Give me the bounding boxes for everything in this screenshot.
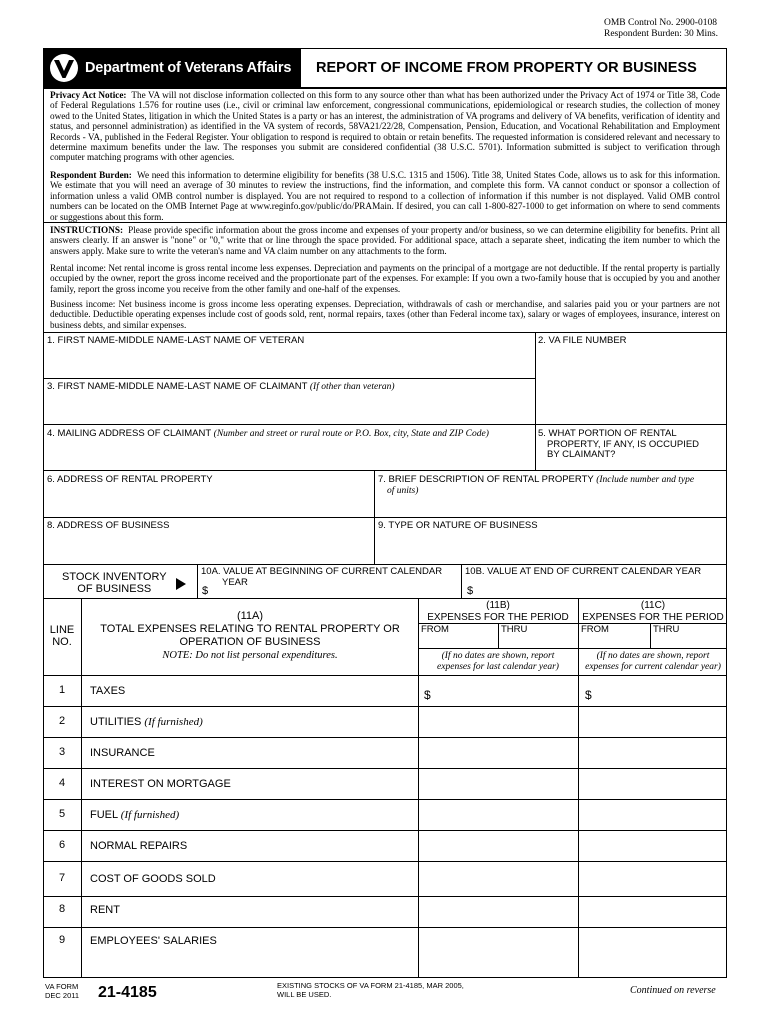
col-11b-amount-field[interactable] bbox=[419, 800, 577, 829]
business-address-label: 8. ADDRESS OF BUSINESS bbox=[47, 520, 170, 531]
col-11b-amount-field[interactable] bbox=[419, 738, 577, 767]
row-number: 2 bbox=[58, 715, 66, 727]
divider bbox=[498, 623, 499, 648]
col-11b-header: (11B) EXPENSES FOR THE PERIOD bbox=[427, 600, 569, 623]
rental-property-address-label: 6. ADDRESS OF RENTAL PROPERTY bbox=[47, 474, 213, 485]
divider bbox=[535, 332, 536, 470]
row-divider bbox=[43, 861, 727, 862]
footer-continued: Continued on reverse bbox=[630, 985, 716, 996]
veteran-name-label: 1. FIRST NAME-MIDDLE NAME-LAST NAME OF VETERAN bbox=[47, 335, 305, 346]
col-11b-amount-field[interactable] bbox=[419, 831, 577, 860]
instructions-text: Please provide specific information about the gross income and expenses of your property and/or business, so we can determine eligibility for benefits. Print all answers clearly. If an answer is "none" or "0," write that or line through the space provided. For additional space, attach a separate sheet, indicating the item number to which the answers apply. Make sure to write the veteran's name and VA claim number on any attachments to the form. bbox=[50, 225, 720, 256]
burden-heading: Respondent Burden: bbox=[50, 170, 132, 180]
arrow-right-icon bbox=[176, 578, 186, 590]
footer-form-number: 21-4185 bbox=[98, 984, 157, 1001]
burden-text: We need this information to determine eligibility for benefits (38 U.S.C. 1315 and 1506). Title 38, United States Code, allows us to ask for this information. We estimate that you will need an average of 30 minutes to review the instructions, find the information, and complete this form. VA cannot conduct or sponsor a collection of information unless a valid OMB control number is displayed. You are not required to respond to a collection of information if this number is not displayed. Valid OMB control numbers can be located on the OMB Internet Page at www.reginfo.gov/public/do/PRAMain. If desired, you can call 1-800-827-1000 to get information on where to send comments or suggestions about this form. bbox=[50, 170, 720, 222]
col-11c-amount-field[interactable] bbox=[579, 831, 726, 860]
form-title-box bbox=[301, 48, 727, 88]
col-11c-note: (If no dates are shown, report expenses for current calendar year) bbox=[585, 651, 721, 672]
col-11b-amount-field[interactable] bbox=[419, 676, 577, 705]
divider bbox=[461, 564, 462, 598]
col-11b-dollar: $ bbox=[424, 688, 431, 702]
col-11c-amount-field[interactable] bbox=[579, 676, 726, 705]
footer-stocks-note: EXISTING STOCKS OF VA FORM 21-4185, MAR 2005, WILL BE USED. bbox=[277, 981, 464, 999]
col-11c-dollar: $ bbox=[585, 688, 592, 702]
va-file-number-label: 2. VA FILE NUMBER bbox=[538, 335, 627, 346]
row-label: UTILITIES (If furnished) bbox=[90, 716, 203, 728]
row-number: 7 bbox=[58, 872, 66, 884]
col-11b-note: (If no dates are shown, report expenses for last calendar year) bbox=[437, 651, 559, 672]
value-begin-year-field[interactable] bbox=[212, 584, 459, 597]
business-type-field[interactable] bbox=[376, 532, 725, 563]
row-label: INSURANCE bbox=[90, 747, 155, 759]
footer-form-label: VA FORM DEC 2011 bbox=[45, 982, 80, 1000]
col-11b-thru-field[interactable] bbox=[500, 636, 577, 647]
divider bbox=[374, 470, 375, 564]
rental-income-note: Rental income: Net rental income is gross rental income less expenses. Depreciation and payments on the principal of a mortgage are not deductible. If the rental property is partially occupied by the owner, report the gross income received and the proportionate part of the expenses. For example: If you own a two-family house that is occupied by you and another family, report the gross income you receive from the other family and one-half of the expenses. bbox=[50, 263, 720, 294]
divider bbox=[43, 564, 727, 565]
divider bbox=[197, 564, 198, 598]
divider bbox=[43, 424, 727, 425]
privacy-heading: Privacy Act Notice: bbox=[50, 90, 127, 100]
agency-banner bbox=[43, 48, 301, 88]
col-11c-from-field[interactable] bbox=[580, 636, 649, 647]
col-11b-amount-field[interactable] bbox=[419, 769, 577, 798]
col-11c-amount-field[interactable] bbox=[579, 864, 726, 895]
privacy-text: The VA will not disclose information collected on this form to any source other than what has been authorized under the Privacy Act of 1974 or Title 38, Code of Federal Regulations 1.576 for routine uses (i.e., civil or criminal law enforcement, congressional communications, epidemiological or research studies, the collection of money owed to the United States, litigation in which the United States is a party or has an interest, the administration of VA programs and delivery of VA benefits, verification of identity and status, and personnel administration) as identified in the VA system of records, 58VA21/22/28, Compensation, Pension, Education, and Vocational Rehabilitation and Employment Records - VA, published in the Federal Register. Your obligation to respond is required to obtain or retain benefits. The requested information is considered relevant and necessary to determine maximum benefits under the law. The responses you submit are considered confidential (38 U.S.C. 5701). Information submitted is subject to verification through computer matching programs with other agencies. bbox=[50, 90, 720, 163]
col-11b-from-field[interactable] bbox=[420, 636, 497, 647]
row-label: COST OF GOODS SOLD bbox=[90, 873, 216, 885]
col-11b-amount-field[interactable] bbox=[419, 926, 577, 955]
mailing-address-label: 4. MAILING ADDRESS OF CLAIMANT (Number and street or rural route or P.O. Box, city, State and ZIP Code) bbox=[47, 428, 489, 439]
va-logo bbox=[49, 52, 79, 84]
header-divider bbox=[43, 87, 727, 89]
stock-inventory-label: STOCK INVENTORY OF BUSINESS bbox=[62, 571, 167, 595]
col-11b-amount-field[interactable] bbox=[419, 864, 577, 895]
row-number: 4 bbox=[58, 777, 66, 789]
col-11c-amount-field[interactable] bbox=[579, 707, 726, 736]
row-label: INTEREST ON MORTGAGE bbox=[90, 778, 231, 790]
line-no-header: LINE NO. bbox=[49, 624, 75, 648]
row-label: FUEL (If furnished) bbox=[90, 809, 180, 821]
value-end-dollar: $ bbox=[467, 585, 474, 597]
col-11c-thru-label: THRU bbox=[653, 624, 680, 635]
mailing-address-field[interactable] bbox=[44, 440, 534, 469]
divider bbox=[43, 378, 535, 379]
col-11b-from-label: FROM bbox=[421, 624, 449, 635]
row-label: RENT bbox=[90, 904, 120, 916]
row-number: 5 bbox=[58, 808, 66, 820]
instructions-heading: INSTRUCTIONS: bbox=[50, 225, 124, 235]
claimant-name-field[interactable] bbox=[44, 393, 534, 423]
respondent-burden-notice bbox=[50, 170, 720, 222]
col-11c-amount-field[interactable] bbox=[579, 738, 726, 767]
va-file-number-field[interactable] bbox=[537, 347, 725, 423]
row-number: 6 bbox=[58, 839, 66, 851]
col-11b-amount-field[interactable] bbox=[419, 707, 577, 736]
row-number: 1 bbox=[58, 684, 66, 696]
agency-name: Department of Veterans Affairs bbox=[85, 60, 292, 76]
col-11c-amount-field[interactable] bbox=[579, 800, 726, 829]
divider bbox=[650, 623, 651, 648]
divider bbox=[418, 648, 727, 649]
rental-description-label: 7. BRIEF DESCRIPTION OF RENTAL PROPERTY (Include number and type of units) bbox=[378, 474, 695, 496]
col-11c-header: (11C) EXPENSES FOR THE PERIOD bbox=[582, 600, 724, 623]
col-11c-amount-field[interactable] bbox=[579, 895, 726, 926]
form-title: REPORT OF INCOME FROM PROPERTY OR BUSINESS bbox=[316, 60, 697, 76]
row-label: TAXES bbox=[90, 685, 126, 697]
value-end-year-label: 10B. VALUE AT END OF CURRENT CALENDAR YEAR bbox=[465, 566, 702, 577]
col-11a-header: (11A) TOTAL EXPENSES RELATING TO RENTAL PROPERTY OR OPERATION OF BUSINESS NOTE: Do not list personal expenditures. bbox=[100, 610, 400, 661]
omb-block bbox=[604, 18, 718, 40]
col-11c-amount-field[interactable] bbox=[579, 926, 726, 955]
claimant-name-label: 3. FIRST NAME-MIDDLE NAME-LAST NAME OF CLAIMANT (If other than veteran) bbox=[47, 381, 395, 392]
rental-description-field[interactable] bbox=[376, 497, 725, 516]
rental-occupancy-label: 5. WHAT PORTION OF RENTAL PROPERTY, IF ANY, IS OCCUPIED BY CLAIMANT? bbox=[538, 428, 700, 460]
divider bbox=[43, 332, 727, 333]
divider bbox=[43, 222, 727, 223]
row-label: NORMAL REPAIRS bbox=[90, 840, 188, 852]
row-number: 3 bbox=[58, 746, 66, 758]
divider bbox=[43, 598, 727, 599]
business-type-label: 9. TYPE OR NATURE OF BUSINESS bbox=[378, 520, 538, 531]
instructions bbox=[50, 225, 720, 256]
divider bbox=[43, 517, 727, 518]
col-11c-amount-field[interactable] bbox=[579, 769, 726, 798]
col-11c-from-label: FROM bbox=[581, 624, 609, 635]
business-income-note: Business income: Net business income is gross income less operating expenses. Depreciation, withdrawals of cash or merchandise, and salaries paid you or your partners are not deductible. Deductible operating expenses include cost of goods sold, rent, normal repairs, taxes (other than Federal income tax), salary or wages of employees, insurance, interest on business debts, and similar expenses. bbox=[50, 299, 720, 330]
business-address-field[interactable] bbox=[44, 532, 373, 563]
row-number: 9 bbox=[58, 934, 66, 946]
divider bbox=[43, 470, 727, 471]
col-11c-thru-field[interactable] bbox=[652, 636, 726, 647]
veteran-name-field[interactable] bbox=[44, 347, 534, 377]
privacy-act-notice bbox=[50, 90, 720, 163]
row-number: 8 bbox=[58, 903, 66, 915]
value-begin-dollar: $ bbox=[202, 585, 209, 597]
col-11b-thru-label: THRU bbox=[501, 624, 528, 635]
rental-property-address-field[interactable] bbox=[44, 486, 373, 516]
value-end-year-field[interactable] bbox=[477, 580, 725, 597]
respondent-burden-time: Respondent Burden: 30 Mins. bbox=[604, 29, 718, 39]
divider bbox=[418, 623, 727, 624]
value-begin-year-label: 10A. VALUE AT BEGINNING OF CURRENT CALENDAR YEAR bbox=[201, 566, 443, 588]
row-label: EMPLOYEES' SALARIES bbox=[90, 935, 217, 947]
col-11b-amount-field[interactable] bbox=[419, 895, 577, 926]
omb-control-number: OMB Control No. 2900-0108 bbox=[604, 18, 717, 28]
